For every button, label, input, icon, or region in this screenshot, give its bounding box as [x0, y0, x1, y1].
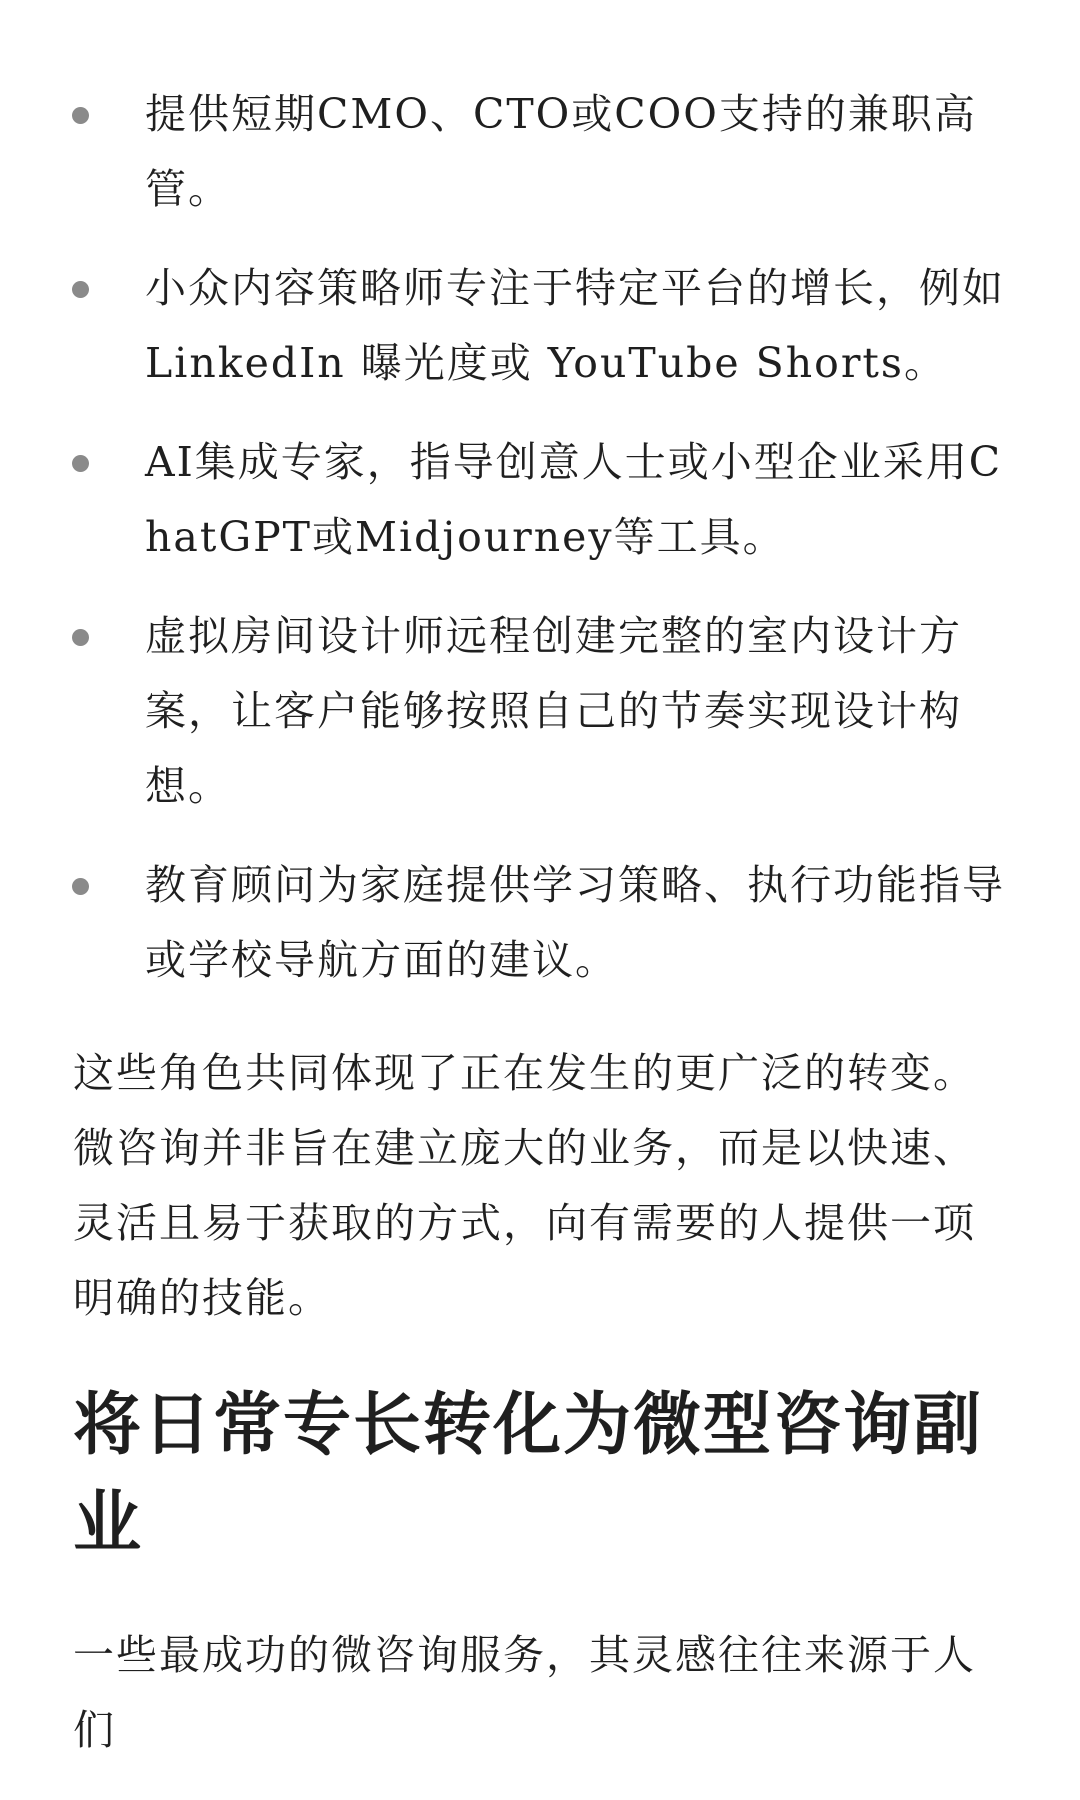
list-item	[0, 599, 1080, 824]
list-item-text: AI集成专家，指导创意人士或小型企业采用ChatGPT或Midjourney等工具。	[145, 438, 1003, 561]
bullet-dot-icon	[72, 281, 89, 298]
summary-paragraph: 这些角色共同体现了正在发生的更广泛的转变。微咨询并非旨在建立庞大的业务，而是以快速、灵活且易于获取的方式，向有需要的人提供一项明确的技能。	[73, 1049, 976, 1322]
list-item-text: 提供短期CMO、CTO或COO支持的兼职高管。	[145, 90, 977, 213]
bullet-dot-icon	[72, 629, 89, 646]
bullet-list	[0, 77, 1080, 1022]
list-item	[0, 251, 1080, 401]
list-item	[0, 77, 1080, 227]
list-item	[0, 848, 1080, 998]
bullet-dot-icon	[72, 455, 89, 472]
list-item-text: 小众内容策略师专注于特定平台的增长，例如LinkedIn 曝光度或 YouTube Shorts。	[145, 264, 1005, 387]
intro-paragraph: 一些最成功的微咨询服务，其灵感往往来源于人们	[73, 1631, 976, 1754]
bullet-dot-icon	[72, 107, 89, 124]
list-item-text: 虚拟房间设计师远程创建完整的室内设计方案，让客户能够按照自己的节奏实现设计构想。	[145, 612, 962, 810]
bullet-dot-icon	[72, 878, 89, 895]
section-heading: 将日常专长转化为微型咨询副业	[73, 1385, 984, 1563]
list-item	[0, 425, 1080, 575]
list-item-text: 教育顾问为家庭提供学习策略、执行功能指导或学校导航方面的建议。	[145, 861, 1005, 984]
